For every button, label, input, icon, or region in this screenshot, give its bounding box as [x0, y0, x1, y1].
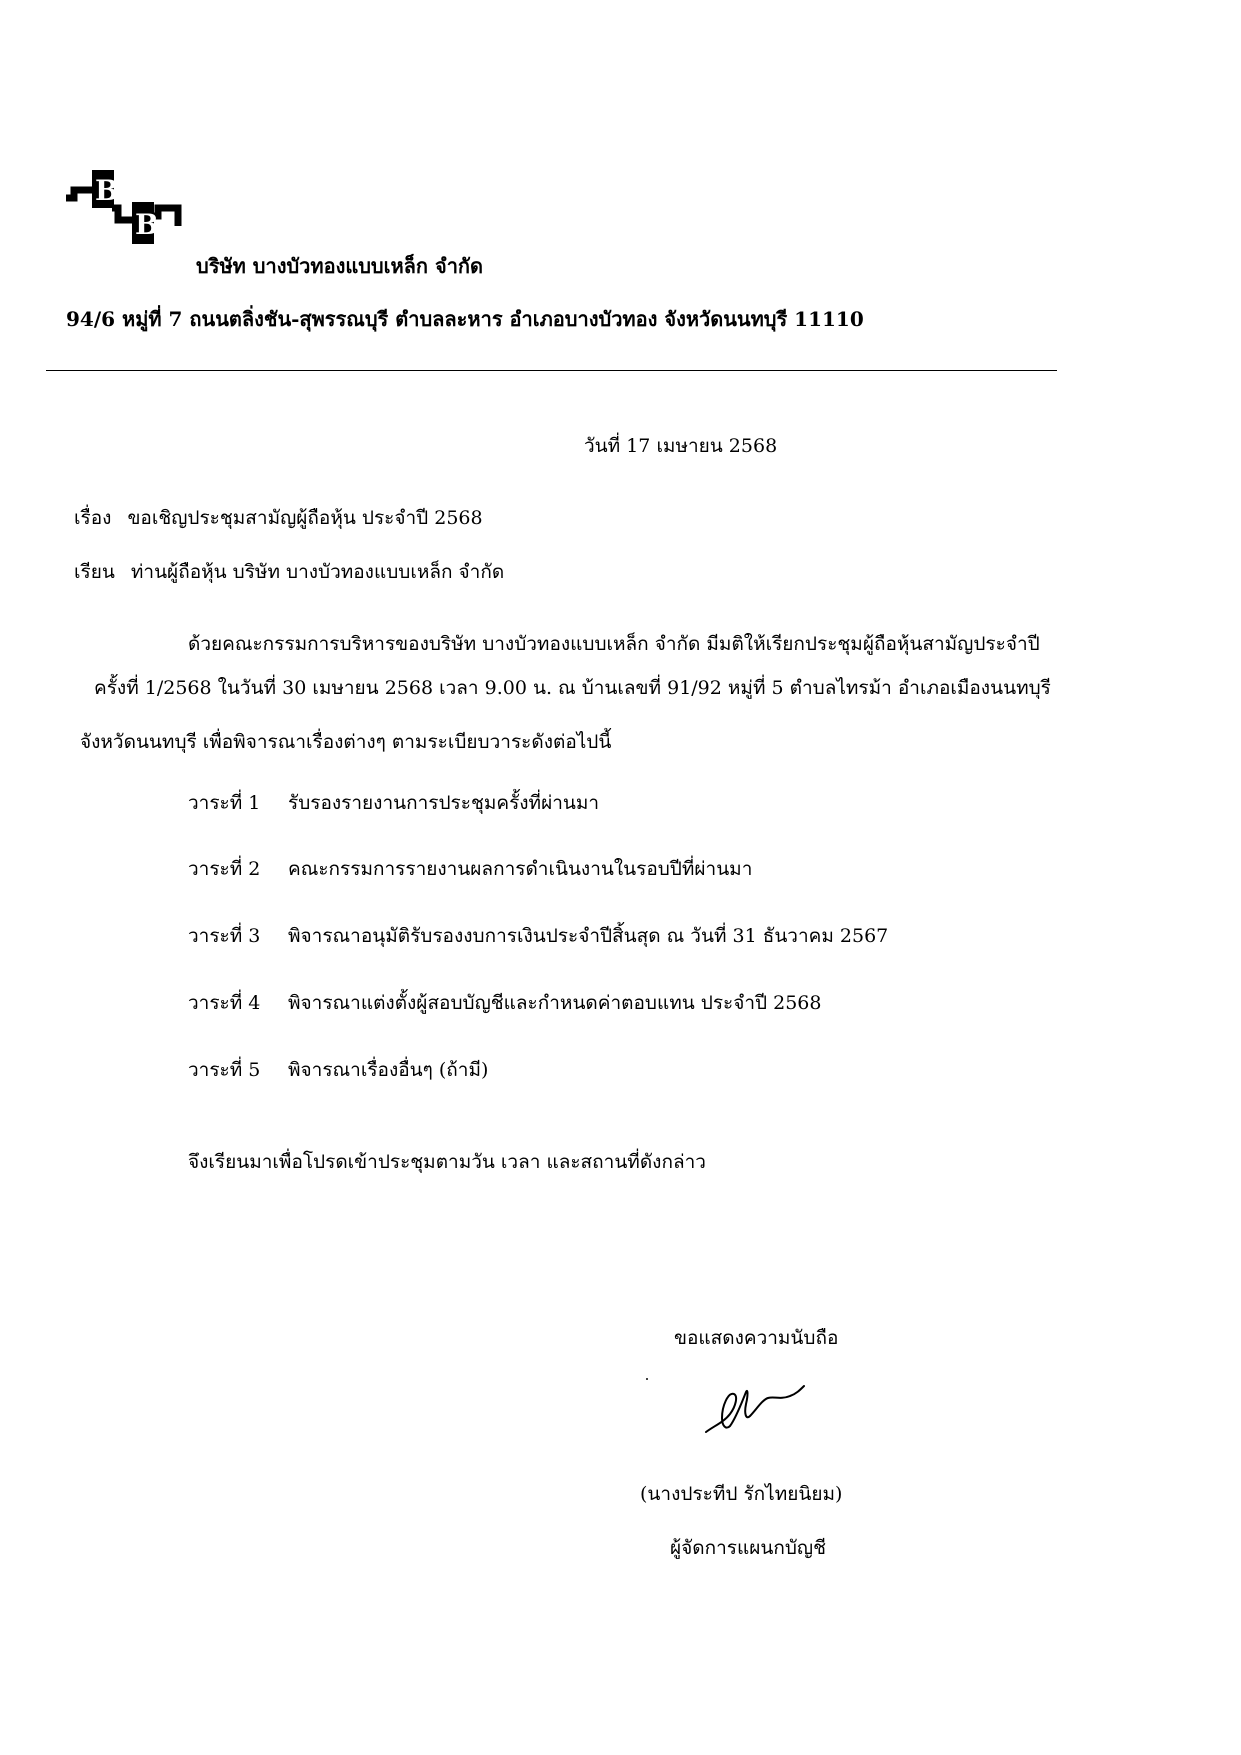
recipient-label: เรียน: [74, 561, 115, 583]
agenda-text: รับรองรายงานการประชุมครั้งที่ผ่านมา: [288, 792, 600, 814]
subject-text: ขอเชิญประชุมสามัญผู้ถือหุ้น ประจำปี 2568: [127, 507, 483, 529]
body-line-1: ด้วยคณะกรรมการบริหารของบริษัท บางบัวทองแบบเหล็ก จำกัด มีมติให้เรียกประชุมผู้ถือหุ้นสามัญประจำปี: [188, 633, 1040, 655]
body-line-2: ครั้งที่ 1/2568 ในวันที่ 30 เมษายน 2568 เวลา 9.00 น. ณ บ้านเลขที่ 91/92 หมู่ที่ 5 ตำบลไทรม้า อำเภอเมืองนนทบุรี: [94, 677, 1051, 699]
closing-line: จึงเรียนมาเพื่อโปรดเข้าประชุมตามวัน เวลา และสถานที่ดังกล่าว: [188, 1151, 706, 1173]
signer-title: ผู้จัดการแผนกบัญชี: [670, 1537, 826, 1559]
agenda-text: คณะกรรมการรายงานผลการดำเนินงานในรอบปีที่ผ่านมา: [288, 858, 753, 880]
sign-off: ขอแสดงความนับถือ: [674, 1327, 839, 1349]
company-address: 94/6 หมู่ที่ 7 ถนนตลิ่งชัน-สุพรรณบุรี ตำบลละหาร อำเภอบางบัวทอง จังหวัดนนทบุรี 11110: [66, 307, 864, 331]
agenda-item: [188, 921, 888, 951]
agenda-label: วาระที่ 4: [188, 992, 261, 1014]
subject-line: [74, 503, 483, 533]
agenda-label: วาระที่ 3: [188, 925, 261, 947]
agenda-label: วาระที่ 5: [188, 1059, 261, 1081]
svg-text:B: B: [135, 208, 159, 241]
handwritten-signature: [700, 1370, 810, 1450]
agenda-item: [188, 988, 821, 1018]
signer-name: (นางประทีป รักไทยนิยม): [640, 1483, 843, 1505]
recipient-text: ท่านผู้ถือหุ้น บริษัท บางบัวทองแบบเหล็ก จำกัด: [130, 561, 505, 583]
letter-date: วันที่ 17 เมษายน 2568: [584, 435, 778, 457]
stray-mark: [646, 1378, 648, 1380]
agenda-text: พิจารณาอนุมัติรับรองงบการเงินประจำปีสิ้นสุด ณ วันที่ 31 ธันวาคม 2567: [288, 925, 889, 947]
company-logo: [66, 170, 186, 270]
agenda-item: [188, 1055, 488, 1085]
recipient-line: [74, 557, 504, 587]
agenda-item: [188, 788, 599, 818]
agenda-text: พิจารณาเรื่องอื่นๆ (ถ้ามี): [288, 1059, 489, 1081]
agenda-label: วาระที่ 1: [188, 792, 261, 814]
agenda-label: วาระที่ 2: [188, 858, 261, 880]
header-divider: [46, 370, 1057, 371]
svg-text:B: B: [95, 174, 119, 207]
company-name: บริษัท บางบัวทองแบบเหล็ก จำกัด: [196, 254, 484, 278]
body-line-3: จังหวัดนนทบุรี เพื่อพิจารณาเรื่องต่างๆ ตามระเบียบวาระดังต่อไปนี้: [80, 731, 612, 753]
agenda-item: [188, 854, 752, 884]
agenda-text: พิจารณาแต่งตั้งผู้สอบบัญชีและกำหนดค่าตอบแทน ประจำปี 2568: [288, 992, 822, 1014]
subject-label: เรื่อง: [74, 507, 112, 529]
